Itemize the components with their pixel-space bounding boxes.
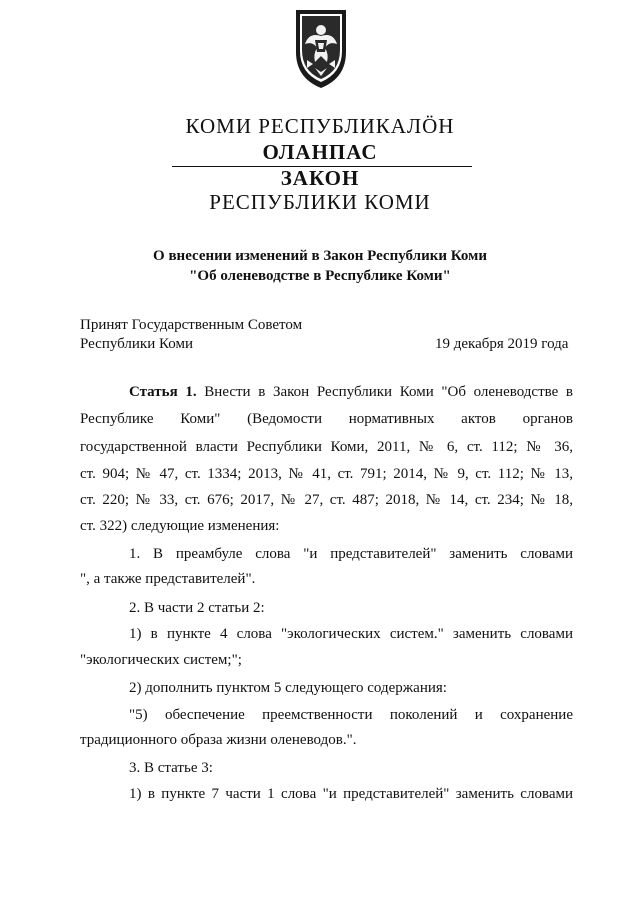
body-line: 2. В части 2 статьи 2: bbox=[129, 600, 265, 616]
coat-of-arms-emblem bbox=[293, 6, 349, 90]
body-line: 2) дополнить пунктом 5 следующего содержания: bbox=[129, 680, 447, 696]
law-title-line-2: "Об оленеводстве в Республике Коми" bbox=[189, 268, 451, 284]
body-line: 1) в пункте 4 слова "экологических систем." заменить словами bbox=[129, 626, 573, 642]
body-line: 3. В статье 3: bbox=[129, 760, 213, 776]
adopted-by-line-2: Республики Коми bbox=[80, 336, 193, 352]
header-line-olanpas: ОЛАНПАС bbox=[262, 140, 378, 164]
body-line: Республике Коми" (Ведомости нормативных актов органов bbox=[80, 411, 573, 427]
header-line-zakon: ЗАКОН bbox=[280, 166, 360, 190]
body-line: ст. 904; № 47, ст. 1334; 2013, № 41, ст. 791; 2014, № 9, ст. 112; № 13, bbox=[80, 466, 573, 482]
law-title-line-1: О внесении изменений в Закон Республики Коми bbox=[153, 248, 487, 264]
article-label: Статья 1. bbox=[129, 384, 197, 400]
body-line: "5) обеспечение преемственности поколений и сохранение bbox=[129, 707, 573, 723]
body-line: традиционного образа жизни оленеводов.". bbox=[80, 732, 357, 748]
body-line: государственной власти Республики Коми, 2011, № 6, ст. 112; № 36, bbox=[80, 439, 573, 455]
header-line-republic: РЕСПУБЛИКИ КОМИ bbox=[209, 190, 431, 214]
adoption-date: 19 декабря 2019 года bbox=[435, 336, 569, 352]
body-line: ст. 220; № 33, ст. 676; 2017, № 27, ст. 487; 2018, № 14, ст. 234; № 18, bbox=[80, 492, 573, 508]
header-line-komi: КОМИ РЕСПУБЛИКАЛӦН bbox=[185, 114, 455, 138]
body-line: 1. В преамбуле слова "и представителей" заменить словами bbox=[129, 546, 573, 562]
body-line: "экологических систем;"; bbox=[80, 652, 242, 668]
body-line: 1) в пункте 7 части 1 слова "и представителей" заменить словами bbox=[129, 786, 573, 802]
body-line: Статья 1. Внести в Закон Республики Коми "Об оленеводстве в bbox=[129, 384, 574, 400]
adopted-by-line-1: Принят Государственным Советом bbox=[80, 317, 303, 333]
body-line: ", а также представителей". bbox=[80, 571, 256, 587]
body-line: ст. 322) следующие изменения: bbox=[80, 518, 280, 534]
